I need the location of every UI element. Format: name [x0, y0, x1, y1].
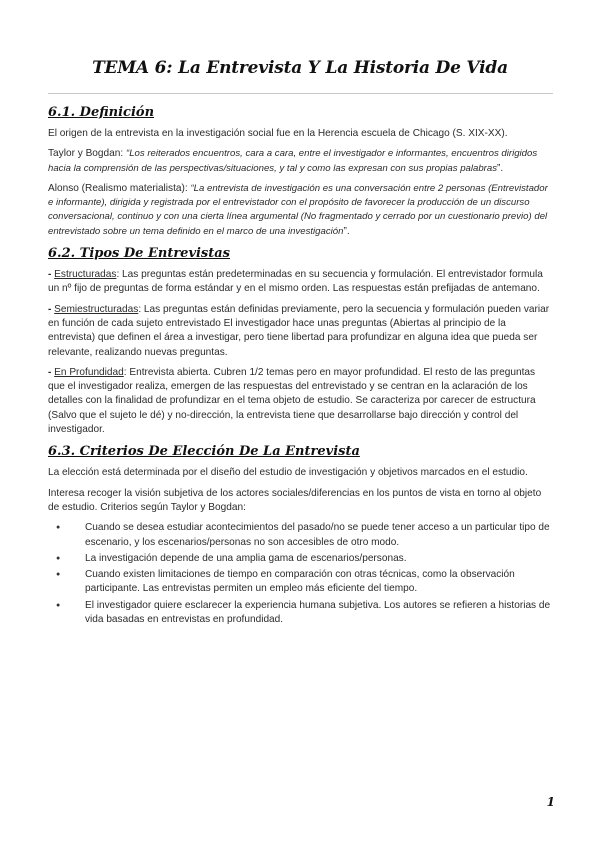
- paragraph-estructuradas: - Estructuradas: Las preguntas están predeterminadas en su secuencia y formulación. El entrevistador formula un nº fijo de preguntas de forma estándar y en el mismo orden. Las respuestas están prefijadas de antemano.: [48, 269, 543, 295]
- title-divider: [48, 93, 553, 94]
- paragraph-interesa: Interesa recoger la visión subjetiva de los actores sociales/diferencias en los puntos de vista en torno al objeto de estudio. Criterios según Taylor y Bogdan:: [48, 487, 542, 513]
- paragraph-eleccion: La elección está determinada por el diseño del estudio de investigación y objetivos marcados en el estudio.: [48, 467, 528, 479]
- list-item: ● El investigador quiere esclarecer la experiencia humana subjetiva. Los autores se refieren a historias de vida basadas en entrevistas en profundidad.: [48, 599, 553, 628]
- paragraph-taylor-bogdan: Taylor y Bogdan: “Los reiterados encuentros, cara a cara, entre el investigador e informantes, encuentros dirigidos hacia la comprensión de las perspectivas/situaciones, y tal y como las expresan con sus propias palabras”.: [48, 148, 538, 174]
- section-heading-tipos: 6.2. Tipos De Entrevistas: [48, 246, 230, 262]
- section-heading-definicion: 6.1. Definición: [48, 105, 155, 120]
- page-title: TEMA 6: La Entrevista Y La Historia De Vida: [92, 58, 508, 78]
- page-number: 1: [546, 795, 555, 809]
- paragraph-semiestructuradas: - Semiestructuradas: Las preguntas están definidas previamente, pero la secuencia y formulación pueden variar en función de cada sujeto entrevistado El investigador hace unas preguntas (Abiertas al principio de la entrevista) que definen el área a investigar, pero tiene libertad para profundizar en alguna idea que pueda ser relevante, realizando nuevas preguntas.: [48, 303, 550, 358]
- paragraph-alonso: Alonso (Realismo materialista): “La entrevista de investigación es una conversación entre 2 personas (Entrevistador e informante), dirigida y registrada por el entrevistador con el propósito de favorecer la producción de un discurso conversacional, continuo y con una cierta línea argumental (No fragmentado y cerrado por un cuestionario previo) del entrevistado sobre un tema definido en el marco de una investigación”.: [48, 182, 548, 237]
- section-heading-criterios: 6.3. Criterios De Elección De La Entrevista: [48, 444, 360, 460]
- paragraph-origen: El origen de la entrevista en la investigación social fue en la Herencia escuela de Chicago (S. XIX-XX).: [48, 128, 508, 139]
- paragraph-en-profundidad: - En Profundidad: Entrevista abierta. Cubren 1/2 temas pero en mayor profundidad. El resto de las preguntas que el investigador realiza, emergen de las respuestas del entrevistado y se centran en la aclaración de los detalles con la finalidad de profundizar en el tema objeto de estudio. Se caracteriza por carecer de estructura (Salvo que el sujeto le dé) y no-dirección, la entrevista tiene que desarrollarse bajo dirección y control del investigador.: [48, 366, 536, 436]
- list-item: ● Cuando existen limitaciones de tiempo en comparación con otras técnicas, como la observación participante. Las entrevistas permiten un empleo más eficiente del tiempo.: [48, 568, 553, 597]
- list-item: ● La investigación depende de una amplia gama de escenarios/personas.: [48, 552, 553, 566]
- list-item: ● Cuando se desea estudiar acontecimientos del pasado/no se puede tener acceso a un particular tipo de escenario, y los escenarios/personas no son accesibles de otro modo.: [48, 521, 553, 550]
- document-body: [48, 104, 553, 629]
- criteria-list: [48, 521, 553, 627]
